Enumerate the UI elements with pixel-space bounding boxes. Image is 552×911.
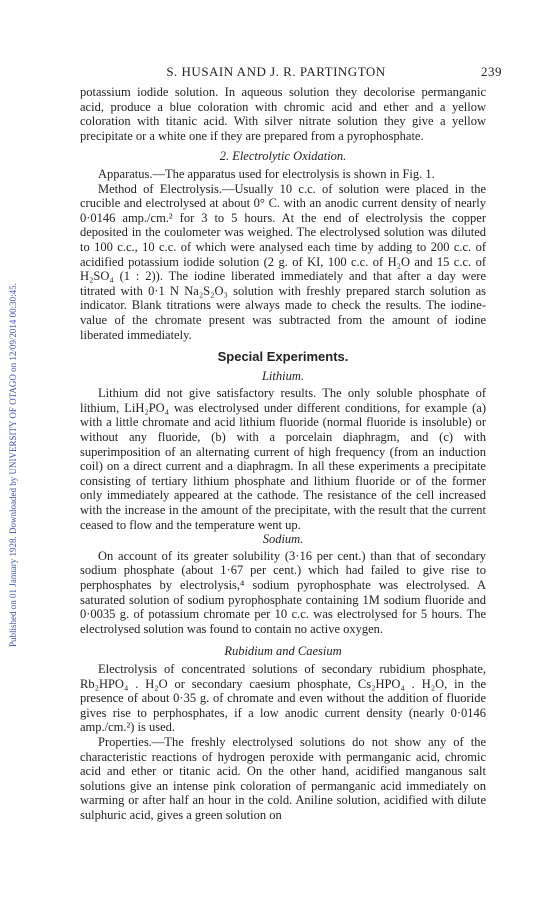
paragraph-properties: Properties.—The freshly electrolysed solutions do not show any of the characteristic reactions of hydrogen peroxide with permanganic acid, chromic acid and ether or titanic acid. On the other hand, acidified manganous salt solutions give an intense pink coloration of permanganic acid immediately on warming or after half an hour in the cold. Aniline solution, acidified with dilute sulphuric acid, gives a green solution on <box>80 734 486 822</box>
paragraph-method: Method of Electrolysis.—Usually 10 c.c. of solution were placed in the crucible and electrolysed at about 0° C. with an anodic current density of nearly 0·0146 amp./cm.² for 3 to 5 hours. At the end of electrolysis the copper deposited in the coulometer was weighed. The electrolysed solution was diluted to 100 c.c., 10 c.c. of which were analysed each time by adding to 200 c.c. of acidified potassium iodide solution (2 g. of KI, 100 c.c. of H₂O and 15 c.c. of H₂SO₄ (1 : 2)). The iodine liberated immediately and that after a day were titrated with 0·1 N Na₂S₂O₃ solution with freshly prepared starch solution as indicator. Blank titrations were always made to check the results. The iodine-value of the chromate present was subtracted from the amount of iodine liberated immediately. <box>80 181 486 342</box>
paragraph-rubidium-caesium: Electrolysis of concentrated solutions of secondary rubidium phosphate, Rb₂HPO₄ . H₂O or secondary caesium phosphate, Cs₂HPO₄ . H₂O, in the presence of about 0·35 g. of chromate and even without the addition of fluoride gives rise to perphosphates, if a low anodic current density (nearly 0·0146 amp./cm.²) is used. <box>80 661 486 735</box>
section-heading-electrolytic: 2. Electrolytic Oxidation. <box>219 149 347 164</box>
subheading-rubidium-caesium: Rubidium and Caesium <box>224 644 342 659</box>
subheading-sodium: Sodium. <box>262 532 304 547</box>
publication-watermark: Published on 01 January 1928. Downloaded by UNIVERSITY OF OTAGO on 12/09/2014 00:30:45. <box>8 283 18 647</box>
running-header <box>0 64 552 80</box>
running-title: S. HUSAIN AND J. R. PARTINGTON <box>166 64 386 79</box>
paragraph-apparatus: Apparatus.—The apparatus used for electrolysis is shown in Fig. 1. <box>98 166 435 181</box>
article-body <box>80 85 486 823</box>
section-heading-special: Special Experiments. <box>217 349 349 365</box>
paragraph-intro: potassium iodide solution. In aqueous solution they decolorise permanganic acid, produce a blue coloration with chromic acid and ether and a yellow coloration with titanic acid. With silver nitrate solution they give a yellow precipitate or a white one if they are prepared from a pyrophosphate. <box>80 85 486 143</box>
page-number: 239 <box>481 64 502 79</box>
paragraph-sodium: On account of its greater solubility (3·16 per cent.) than that of secondary sodium phosphate (about 1·67 per cent.) which had failed to give rise to perphosphates by electrolysis,⁴ sodium pyrophosphate was electrolysed. A saturated solution of sodium pyrophosphate containing 1M sodium fluoride and 0·0035 g. of potassium chromate per 10 c.c. was electrolysed for 5 hours. The electrolysed solution was found to contain no active oxygen. <box>80 548 486 636</box>
paragraph-lithium: Lithium did not give satisfactory results. The only soluble phosphate of lithium, LiH₂PO₄ was electrolysed under different conditions, for example (a) with a little chromate and acid lithium fluoride (normal fluoride is insoluble) or without any fluoride, (b) with a porcelain diaphragm, and (c) with superimposition of an alternating current of high frequency (from an induction coil) on a direct current and a diaphragm. In all these experiments a precipitate consisting of tertiary lithium phosphate and lithium fluoride or of the former only immediately appeared at the cathode. The resistance of the cell increased with the increase in the amount of the precipitate, with the result that the current ceased to flow and the temperature went up. <box>80 386 486 532</box>
subheading-lithium: Lithium. <box>261 368 305 383</box>
